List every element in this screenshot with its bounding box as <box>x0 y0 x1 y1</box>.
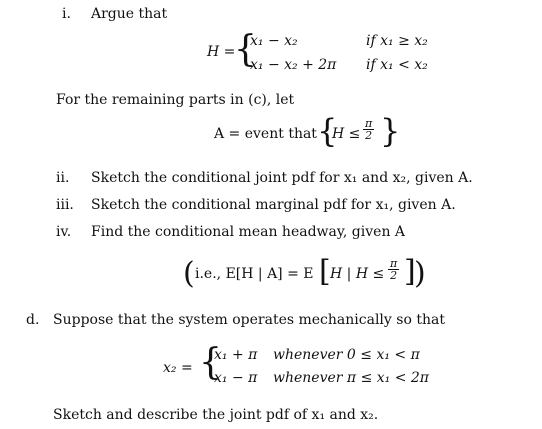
h-lhs: H = <box>207 44 236 60</box>
x2-lhs: x₂ = <box>163 360 193 376</box>
ie-prefix: i.e., E[H | A] = E <box>195 266 314 282</box>
part-i-marker: i. <box>62 6 71 22</box>
x2-case1-cond: whenever 0 ≤ x₁ < π <box>273 347 420 363</box>
part-d-closing: Sketch and describe the joint pdf of x₁ and x₂. <box>53 407 379 423</box>
part-ii-text: Sketch the conditional joint pdf for x₁ and x₂, given A. <box>91 170 473 186</box>
fraction-numerator: π <box>365 117 373 130</box>
part-d-marker: d. <box>26 312 40 328</box>
part-iii-text: Sketch the conditional marginal pdf for x₁, given A. <box>91 197 456 213</box>
part-iv-marker: iv. <box>56 224 72 240</box>
x2-case1-expr: x₁ + π <box>214 347 258 363</box>
left-brace-icon: { <box>234 29 257 70</box>
right-paren-icon: ) <box>414 256 426 291</box>
h-case1-cond: if x₁ ≥ x₂ <box>366 33 428 49</box>
h-case2-expr: x₁ − x₂ + 2π <box>250 57 337 73</box>
part-i-prompt: Argue that <box>91 6 168 22</box>
fraction-denominator: 2 <box>390 269 398 282</box>
right-bracket-icon: ] <box>404 254 416 289</box>
event-a-lhs: A = event that <box>214 126 317 142</box>
intro-text: For the remaining parts in (c), let <box>56 92 295 108</box>
left-bracket-icon: [ <box>319 254 331 289</box>
h-case1-expr: x₁ − x₂ <box>250 33 298 49</box>
left-brace-icon: { <box>199 342 222 383</box>
x2-case2-expr: x₁ − π <box>214 370 258 386</box>
part-d-text: Suppose that the system operates mechanically so that <box>53 312 445 328</box>
x2-case2-cond: whenever π ≤ x₁ < 2π <box>273 370 430 386</box>
fraction-denominator: 2 <box>365 129 373 142</box>
event-a-inner: H ≤ <box>332 126 361 142</box>
right-brace-icon: } <box>380 112 401 150</box>
h-case2-cond: if x₁ < x₂ <box>366 57 428 73</box>
part-iv-text: Find the conditional mean headway, given A <box>91 224 406 240</box>
ie-fraction <box>388 258 399 281</box>
left-brace-icon: { <box>317 112 338 150</box>
part-iii-marker: iii. <box>56 197 74 213</box>
ie-inner: H | H ≤ <box>330 266 385 282</box>
part-ii-marker: ii. <box>56 170 70 186</box>
fraction-numerator: π <box>390 257 398 270</box>
event-a-fraction <box>363 118 374 141</box>
left-paren-icon: ( <box>183 256 195 291</box>
